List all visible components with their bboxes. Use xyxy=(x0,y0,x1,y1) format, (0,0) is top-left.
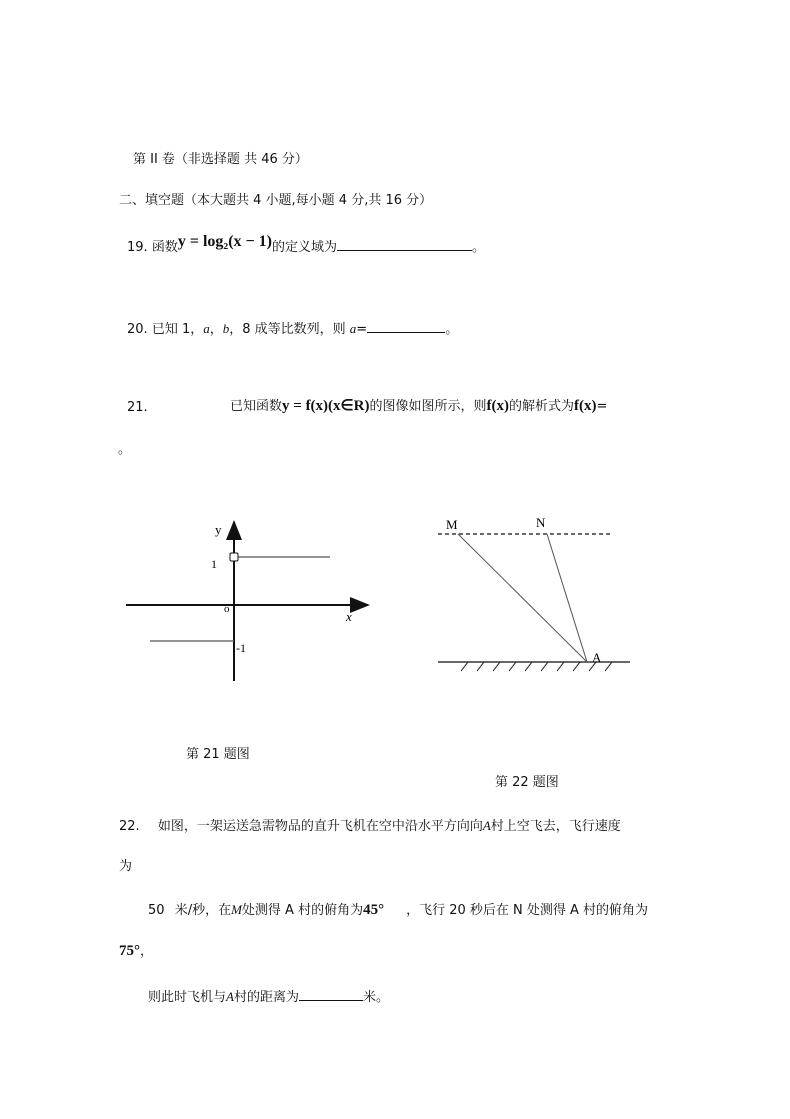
point-n-label: N xyxy=(536,515,546,530)
question-text: 函数 xyxy=(151,240,178,255)
question-22-line-2: 为 xyxy=(119,859,133,874)
point-a-label: A xyxy=(592,650,602,665)
figure-22-diagram xyxy=(430,510,635,675)
question-text: 已知 1， xyxy=(151,322,204,337)
formula: f(x) xyxy=(486,398,509,414)
formula: y = f(x)(x∈R) xyxy=(282,398,370,414)
line-of-sight-m xyxy=(458,534,587,662)
question-22-line-3 xyxy=(148,903,648,918)
question-20 xyxy=(127,319,458,336)
answer-blank[interactable] xyxy=(299,987,363,1001)
question-text: 的图像如图所示，则 xyxy=(369,399,487,414)
angle-75: 75° xyxy=(119,943,140,959)
origin-label: o xyxy=(224,603,230,615)
answer-blank[interactable] xyxy=(367,319,445,333)
question-text: 的解析式为 xyxy=(508,399,574,414)
question-end: 米。 xyxy=(362,990,389,1005)
variable-m: M xyxy=(231,902,242,917)
question-text: ，8 成等比数列，则 xyxy=(229,322,346,337)
variable-b: b xyxy=(222,321,230,336)
volume-title: 第 II 卷（非选择题 共 46 分） xyxy=(133,152,308,167)
question-end: 。 xyxy=(472,240,486,255)
question-21-end: 。 xyxy=(118,442,132,457)
y-axis-label: y xyxy=(215,522,222,537)
part-title: 二、填空题（本大题共 4 小题,每小题 4 分,共 16 分） xyxy=(119,193,433,208)
question-21-number: 21. xyxy=(127,400,148,415)
question-19 xyxy=(127,233,486,255)
angle-45: 45° xyxy=(363,902,385,918)
question-21 xyxy=(230,399,607,414)
question-text: 则此时飞机与 xyxy=(148,990,227,1005)
question-22-line-4 xyxy=(119,944,153,959)
open-endpoint xyxy=(230,553,238,561)
question-number: 22. xyxy=(119,819,140,834)
variable-a: a xyxy=(203,321,210,336)
equals-sign: = xyxy=(356,322,368,337)
variable-a: A xyxy=(482,818,491,833)
question-22-line-5 xyxy=(148,987,389,1004)
tick-label-negative: -1 xyxy=(236,641,246,655)
figure-21-caption: 第 21 题图 xyxy=(186,747,250,762)
question-text: 村的距离为 xyxy=(233,990,299,1005)
variable-a: a xyxy=(349,321,357,336)
question-text: 处测得 A 村的俯角为 xyxy=(241,903,364,918)
point-m-label: M xyxy=(446,517,458,532)
formula: f(x) xyxy=(573,398,597,414)
tick-label-positive: 1 xyxy=(211,557,217,571)
variable-a: A xyxy=(226,989,234,1004)
question-22-line-1 xyxy=(119,819,621,833)
formula: y = log₂(x − 1) xyxy=(177,233,272,250)
question-text: 米/秒，在 xyxy=(174,903,232,918)
x-axis-label: x xyxy=(346,609,352,624)
figure-22-caption: 第 22 题图 xyxy=(495,775,559,790)
ground-hatching xyxy=(461,662,612,671)
question-text: ，飞行 20 秒后在 N 处测得 A 村的俯角为 xyxy=(406,903,649,918)
speed-value: 50 xyxy=(148,903,165,918)
equals-sign: = xyxy=(596,399,608,414)
figure-21-graph xyxy=(120,515,380,690)
question-text: ， xyxy=(209,322,223,337)
question-text: 的定义域为 xyxy=(271,240,337,255)
question-text: 村上空飞去，飞行速度 xyxy=(490,819,621,834)
answer-blank[interactable] xyxy=(337,237,472,251)
question-number: 19. xyxy=(127,240,148,255)
question-text: ， xyxy=(140,944,154,959)
question-text: 如图，一架运送急需物品的直升飞机在空中沿水平方向向 xyxy=(157,819,483,834)
question-number: 20. xyxy=(127,322,148,337)
question-text: 已知函数 xyxy=(230,399,283,414)
question-end: 。 xyxy=(445,322,459,337)
